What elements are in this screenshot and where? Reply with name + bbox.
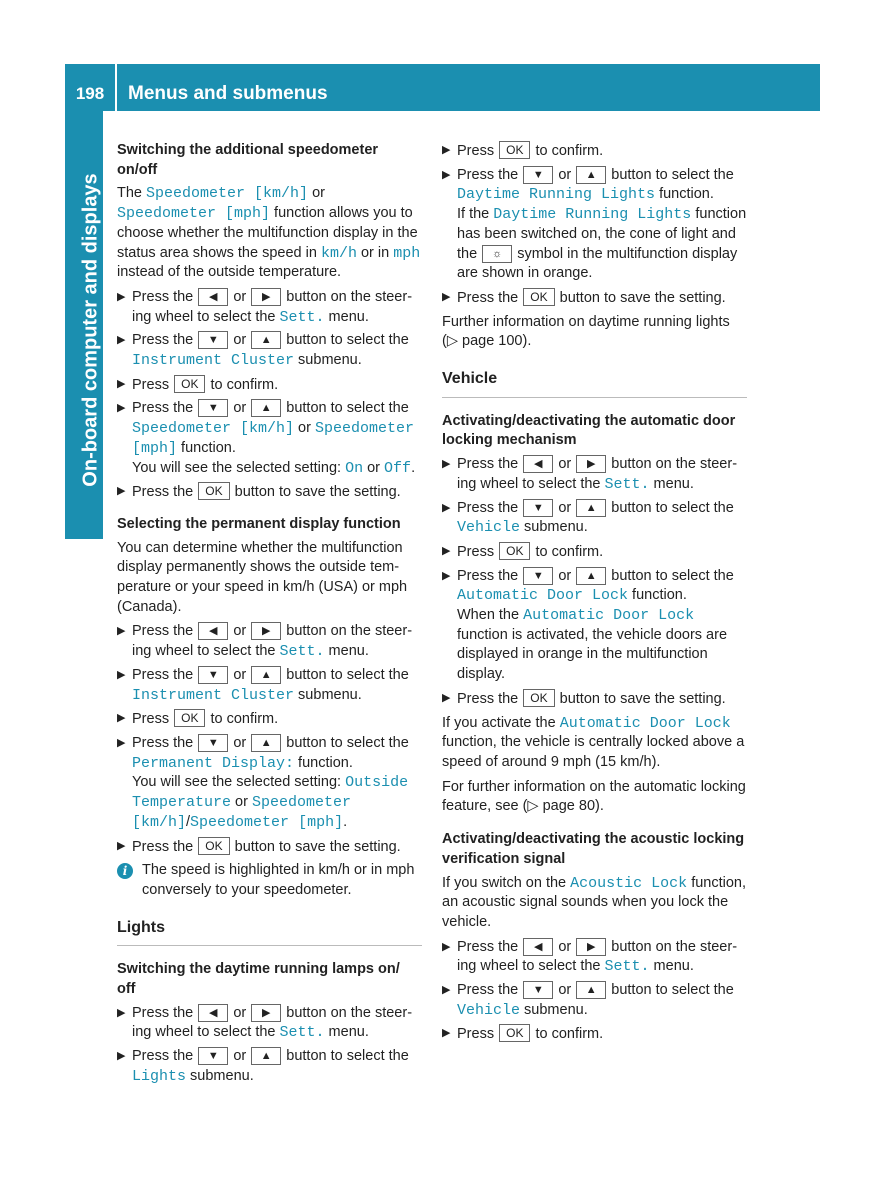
step-arrow-icon: ▶	[442, 458, 451, 471]
ok-key: OK	[499, 542, 530, 560]
right-key: ▶	[576, 455, 606, 473]
instruction-step: ▶ Press OK to confirm.	[442, 543, 604, 560]
step-arrow-icon: ▶	[442, 168, 451, 181]
down-key: ▼	[198, 734, 228, 752]
left-key: ◀	[523, 938, 553, 956]
instruction-step: ▶ Press OK to confirm.	[442, 143, 604, 159]
down-key: ▼	[523, 166, 553, 184]
right-key: ▶	[251, 622, 281, 640]
step-arrow-icon: ▶	[442, 940, 451, 953]
ok-key: OK	[523, 689, 554, 707]
info-note: i The speed is highlighted in km/h or in mph conversely to your speedometer.	[117, 861, 422, 900]
up-key: ▲	[251, 1047, 281, 1065]
step-arrow-icon: ▶	[117, 402, 126, 415]
instruction-step: ▶ Press the ▼ or ▲ button to select the Automatic Door Lock function. When the Automatic Door Lock function is activated, the vehicle doors are displayed in orange in the multifunction display.	[442, 567, 734, 683]
section-title: Vehicle	[442, 369, 747, 398]
section-title: Lights	[117, 918, 422, 947]
left-key: ◀	[198, 1004, 228, 1022]
paragraph: For further information on the automatic locking feature, see (▷ page 80).	[442, 778, 746, 815]
instruction-step: ▶ Press the ◀ or ▶ button on the steering wheel to select the Sett. menu.	[117, 288, 413, 326]
left-column	[117, 141, 422, 1091]
instruction-step: ▶ Press OK to confirm.	[442, 1026, 604, 1043]
left-key: ◀	[198, 622, 228, 640]
step-arrow-icon: ▶	[117, 290, 126, 303]
step-arrow-icon: ▶	[117, 839, 126, 852]
instruction-step: ▶ Press the OK button to save the setting.	[442, 690, 726, 707]
section-heading: Switching the additional speedometer on/off	[117, 142, 379, 178]
right-key: ▶	[251, 1004, 281, 1022]
instruction-step: ▶ Press the ▼ or ▲ button to select the Instrument Cluster submenu.	[117, 332, 409, 370]
ok-key: OK	[174, 375, 205, 393]
side-tab-label: On-board computer and displays	[79, 173, 102, 487]
step-arrow-icon: ▶	[117, 736, 126, 749]
page-header	[65, 64, 820, 111]
instruction-step: ▶ Press the ◀ or ▶ button on the steering wheel to select the Sett. menu.	[117, 623, 413, 661]
step-arrow-icon: ▶	[442, 1027, 451, 1040]
down-key: ▼	[198, 666, 228, 684]
step-arrow-icon: ▶	[117, 485, 126, 498]
instruction-step: ▶ Press OK to confirm.	[117, 376, 279, 393]
instruction-step: ▶ Press the ◀ or ▶ button on the steering wheel to select the Sett. menu.	[117, 1004, 413, 1042]
step-arrow-icon: ▶	[442, 501, 451, 514]
ok-key: OK	[198, 482, 229, 500]
page-title: Menus and submenus	[128, 83, 328, 104]
section-heading: Activating/deactivating the automatic door locking mechanism	[442, 412, 736, 449]
left-key: ◀	[198, 288, 228, 306]
instruction-step: ▶ Press the ▼ or ▲ button to select the Speedometer [km/h] or Speedometer [mph] function. You will see the selected setting: On or Off.	[117, 400, 416, 477]
instruction-step: ▶ Press the ▼ or ▲ button to select the Vehicle submenu.	[442, 499, 734, 537]
up-key: ▲	[576, 166, 606, 184]
step-arrow-icon: ▶	[442, 984, 451, 997]
up-key: ▲	[251, 734, 281, 752]
step-arrow-icon: ▶	[442, 144, 451, 156]
step-arrow-icon: ▶	[442, 691, 451, 704]
instruction-step: ▶ Press the ◀ or ▶ button on the steering wheel to select the Sett. menu.	[442, 456, 738, 493]
instruction-step: ▶ Press the ▼ or ▲ button to select the Permanent Display: function. You will see the selected setting: Outside Temperature or Speedometer [km/h]/Speedometer [mph].	[117, 734, 409, 831]
paragraph: Further information on daytime running lights (▷ page 100).	[442, 313, 730, 350]
right-key: ▶	[251, 288, 281, 306]
page-number: 198	[75, 84, 105, 103]
instruction-step: ▶ Press OK to confirm.	[117, 711, 279, 728]
instruction-step: ▶ Press the OK button to save the setting.	[117, 484, 401, 501]
step-arrow-icon: ▶	[442, 544, 451, 557]
instruction-step: ▶ Press the ◀ or ▶ button on the steering wheel to select the Sett. menu.	[442, 938, 738, 976]
step-arrow-icon: ▶	[117, 377, 126, 390]
up-key: ▲	[576, 567, 606, 585]
step-arrow-icon: ▶	[117, 668, 126, 681]
up-key: ▲	[576, 499, 606, 517]
instruction-step: ▶ Press the ▼ or ▲ button to select the Instrument Cluster submenu.	[117, 666, 409, 704]
paragraph: If you activate the Automatic Door Lock function, the vehicle is centrally locked above a speed of around 9 mph (15 km/h).	[442, 714, 745, 770]
down-key: ▼	[198, 1047, 228, 1065]
down-key: ▼	[198, 399, 228, 417]
down-key: ▼	[523, 981, 553, 999]
paragraph: If you switch on the Acoustic Lock function, an acoustic signal sounds when you lock the vehicle.	[442, 874, 747, 930]
header-divider	[115, 64, 117, 111]
up-key: ▲	[576, 981, 606, 999]
instruction-step: ▶ Press the ▼ or ▲ button to select the Vehicle submenu.	[442, 982, 734, 1019]
ok-key: OK	[198, 837, 229, 855]
instruction-step: ▶ Press the OK button to save the setting.	[442, 289, 726, 306]
step-arrow-icon: ▶	[117, 1006, 126, 1019]
ok-key: OK	[174, 709, 205, 727]
instruction-step: ▶ Press the ▼ or ▲ button to select the Lights submenu.	[117, 1048, 409, 1085]
left-key: ◀	[523, 455, 553, 473]
down-key: ▼	[523, 567, 553, 585]
up-key: ▲	[251, 666, 281, 684]
ok-key: OK	[523, 288, 554, 306]
right-key: ▶	[576, 938, 606, 956]
paragraph: The Speedometer [km/h] or Speedometer [mph] function allows you to choose whether the multifunction display in the status area shows the speed in km/h or in mph instead of the outside temperature.	[117, 185, 421, 281]
step-arrow-icon: ▶	[117, 625, 126, 638]
section-heading: Selecting the permanent display function	[117, 515, 401, 532]
light-symbol-icon: ☼	[482, 245, 512, 263]
section-heading: Switching the daytime running lamps on/ off	[117, 961, 400, 998]
up-key: ▲	[251, 399, 281, 417]
instruction-step: ▶ Press the ▼ or ▲ button to select the Daytime Running Lights function. If the Daytime Running Lights function has been switched on, the cone of light and the ☼ symbol in the multifunction display are shown in orange.	[442, 166, 747, 282]
instruction-step: ▶ Press the OK button to save the setting.	[117, 838, 401, 855]
paragraph: You can determine whether the multifunction display permanently shows the outside temperature or your speed in km/h (USA) or mph (Canada).	[117, 539, 408, 615]
step-arrow-icon: ▶	[442, 290, 451, 303]
ok-key: OK	[499, 141, 530, 159]
step-arrow-icon: ▶	[117, 334, 126, 347]
step-arrow-icon: ▶	[117, 712, 126, 725]
down-key: ▼	[198, 331, 228, 349]
step-arrow-icon: ▶	[117, 1050, 126, 1063]
info-icon: i	[117, 863, 133, 879]
down-key: ▼	[523, 499, 553, 517]
step-arrow-icon: ▶	[442, 569, 451, 582]
ok-key: OK	[499, 1024, 530, 1042]
right-column	[442, 141, 747, 1049]
section-heading: Activating/deactivating the acoustic locking verification signal	[442, 831, 745, 867]
up-key: ▲	[251, 331, 281, 349]
